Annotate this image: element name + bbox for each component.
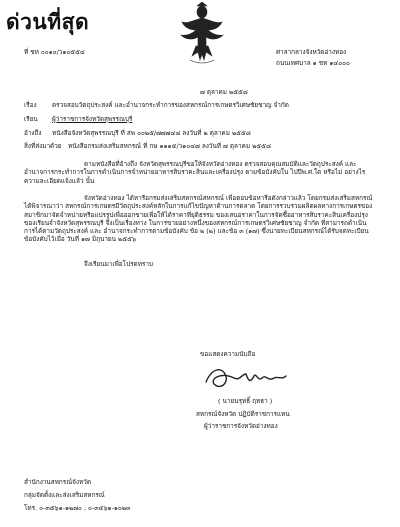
signer-name: ( นายนรุทธิ์ ฤทธา ) (218, 397, 273, 405)
handwritten-signature (200, 362, 290, 394)
enclosure-text: หนังสือกรมส่งเสริมสหกรณ์ ที่ กษ ๑๑๑๕/ว๑๐๔๗ ลงวันที่ ๗ ตุลาคม ๒๕๕๘ (68, 142, 271, 150)
footer-unit-2: กลุ่มจัดตั้งและส่งเสริมสหกรณ์ (24, 491, 105, 499)
subject-label: เรื่อง (24, 101, 37, 109)
enclosure-label: สิ่งที่ส่งมาด้วย (24, 142, 62, 150)
garuda-emblem-icon (178, 2, 226, 66)
to-text: ผู้ว่าราชการจังหวัดสุพรรณบุรี (52, 115, 133, 123)
subject-text: ตรวจสอบวัตถุประสงค์ และอำนาจกระทำการของสหกรณ์การเกษตรวิเศษชัยชาญ จำกัด (52, 101, 289, 109)
document-number: ที่ ชท ๐๐๑๐/ว๑๐๕๕๔ (24, 48, 85, 56)
closing-text: ขอแสดงความนับถือ (200, 350, 256, 358)
reference-label: อ้างถึง (24, 129, 42, 137)
to-label: เรียน (24, 115, 38, 123)
body-paragraph-1: ตามหนังสือที่อ้างถึง จังหวัดสุพรรณบุรีขอให้จังหวัดอ่างทอง ตรวจสอบคุณสมบัติและวัตถุประสงค์ และอำนาจการกระทำการในการดำเนินการจำหน่ายอาหารสิบราคะสินและเครื่องปรุง ตามข้อบังคับใน ไปปีพ.ศ.ใด หรือไม่ อย่างไร ความละเอียดแจ้งแล้ว นั้น (24, 160, 366, 185)
body-paragraph-2: จังหวัดอ่างทอง ได้หารือกรมส่งเสริมสหกรณ์สหกรณ์ เพื่อตอบข้อหารือดังกล่าวแล้ว โดยกรมส่งเสริมสหกรณ์ ได้พิจารณาว่า สหกรณ์การเกษตรมีวัตถุประสงค์หลักในการแก้ไขปัญหาด้านการตลาด โดยการรวบรวมผลิตผลทางการเกษตรของสมาชิกมาจัดจำหน่ายหรือแปรรูปเพื่อออกขายเพื่อให้ได้ราคาที่ยุติธรรม ของเสนอราคาในการจัดซื้ออาหารสิบราคะสินเครื่องปรุงของเรียนจำจังหวัดสุพรรณบุรี จึงเป็นเรื่องทาง ในการขายอย่างหนึ่งของสหกรณ์การเกษตรวิเศษชัยชาญ จำกัด ที่สามารถดำเนินการได้ตามวัตถุประสงค์ และ อำนาจกระทำการตามข้อบังคับ ข้อ ๒ (๒) และข้อ ๓ (๑๗) ซึ่งนายทะเบียนสหกรณ์ได้รับจดทะเบียนข้อบังคับไว้เมื่อ วันที่ ๑๗ มิถุนายน ๒๕๕๖ (24, 194, 373, 244)
reference-text: หนังสือจังหวัดสุพรรณบุรี ที่ สพ ๐๐๒๕/๗๗๗๔๘ ลงวันที่ ๒ ตุลาคม ๒๕๕๘ (52, 129, 251, 137)
urgency-label: ด่วนที่สุด (6, 10, 90, 34)
body-paragraph-3: จึงเรียนมาเพื่อโปรดทราบ (84, 260, 153, 268)
signer-position-1: สหกรณ์จังหวัด ปฏิบัติราชการแทน (196, 410, 290, 418)
footer-unit-1: สำนักงานสหกรณ์จังหวัด (24, 478, 91, 486)
footer-telephone: โทร. ๐-๓๕๖๑-๑๒๗๐ , ๐-๓๕๖๑-๑๐๒๓ (24, 504, 131, 512)
signer-position-2: ผู้ว่าราชการจังหวัดอ่างทอง (204, 422, 278, 430)
office-address-line2: ถนนเทศบาล ๑ ชท ๑๔๐๐๐ (276, 59, 350, 67)
office-address-line1: ศาลากลางจังหวัดอ่างทอง (276, 48, 347, 56)
letter-date: ๗ ตุลาคม ๒๕๕๘ (200, 88, 248, 96)
